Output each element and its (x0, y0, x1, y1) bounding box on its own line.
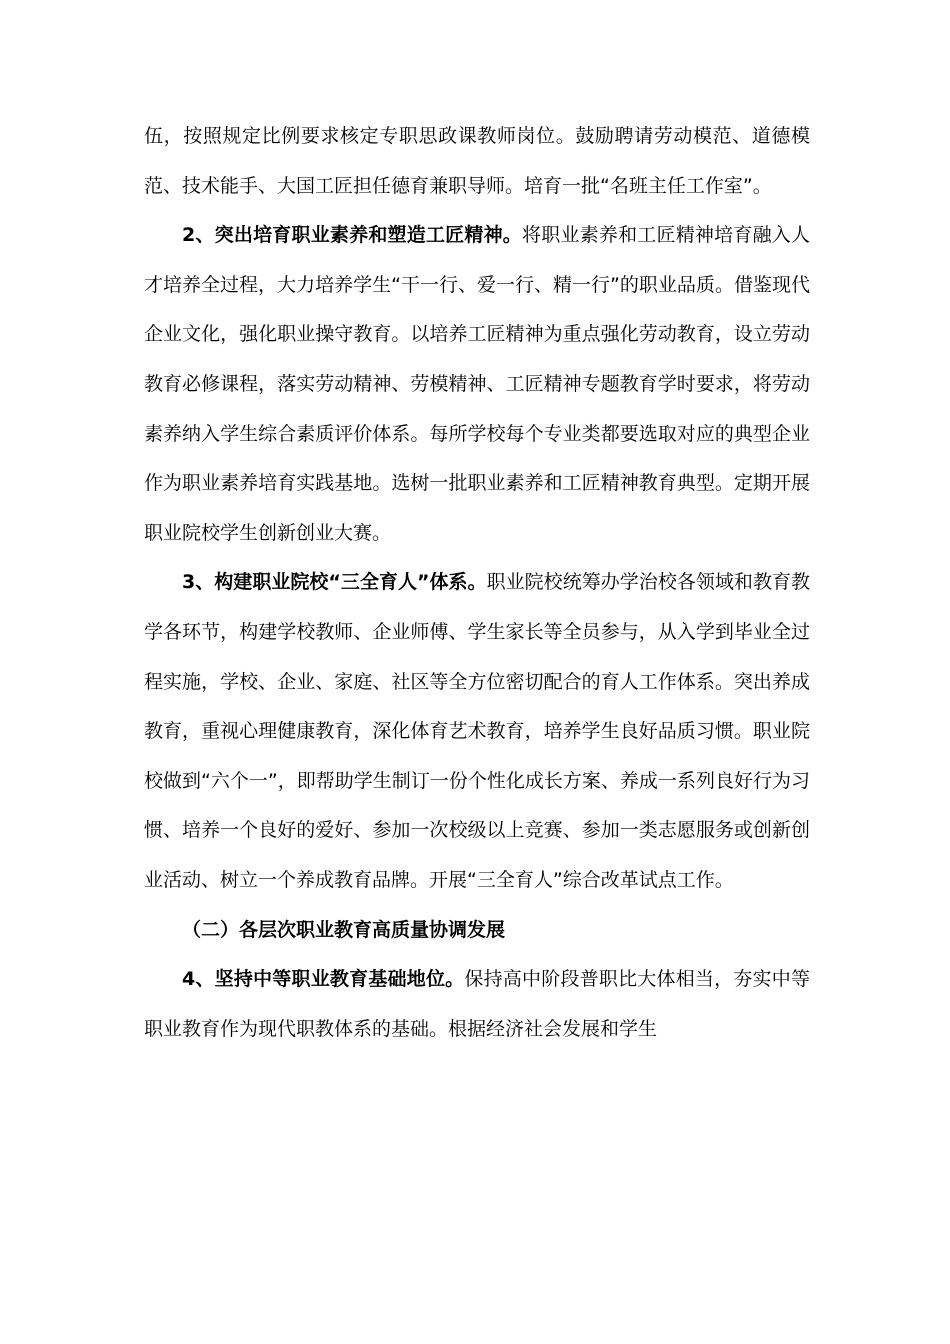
paragraph-3 (144, 558, 810, 905)
paragraph-lead: 3、构建职业院校“三全育人”体系。 (182, 571, 487, 594)
paragraph-continuation (144, 112, 810, 211)
paragraph-2 (144, 211, 810, 558)
paragraph-text: 职业院校统筹办学治校各领域和教育教学各环节，构建学校教师、企业师傅、学生家长等全员参与，从入学到毕业全过程实施，学校、企业、家庭、社区等全方位密切配合的育人工作体系。突出养成教育，重视心理健康教育，深化体育艺术教育，培养学生良好品质习惯。职业院校做到“六个一”，即帮助学生制订一份个性化成长方案、养成一系列良好行为习惯、培养一个良好的爱好、参加一次校级以上竞赛、参加一类志愿服务或创新创业活动、树立一个养成教育品牌。开展“三全育人”综合改革试点工作。 (144, 571, 810, 891)
document-body (144, 112, 810, 1054)
section-heading-text: （二）各层次职业教育高质量协调发展 (182, 918, 506, 941)
paragraph-4 (144, 955, 810, 1054)
section-heading (144, 906, 810, 956)
paragraph-lead: 2、突出培育职业素养和塑造工匠精神。 (182, 224, 523, 247)
paragraph-text: 保持高中阶段普职比大体相当，夯实中等职业教育作为现代职教体系的基础。根据经济社会发展和学生 (144, 968, 810, 1040)
paragraph-text: 伍，按照规定比例要求核定专职思政课教师岗位。鼓励聘请劳动模范、道德模范、技术能手、大国工匠担任德育兼职导师。培育一批“名班主任工作室”。 (144, 125, 810, 197)
paragraph-lead: 4、坚持中等职业教育基础地位。 (182, 968, 465, 991)
paragraph-text: 将职业素养和工匠精神培育融入人才培养全过程，大力培养学生“干一行、爱一行、精一行”的职业品质。借鉴现代企业文化，强化职业操守教育。以培养工匠精神为重点强化劳动教育，设立劳动教育必修课程，落实劳动精神、劳模精神、工匠精神专题教育学时要求，将劳动素养纳入学生综合素质评价体系。每所学校每个专业类都要选取对应的典型企业作为职业素养培育实践基地。选树一批职业素养和工匠精神教育典型。定期开展职业院校学生创新创业大赛。 (144, 224, 810, 544)
